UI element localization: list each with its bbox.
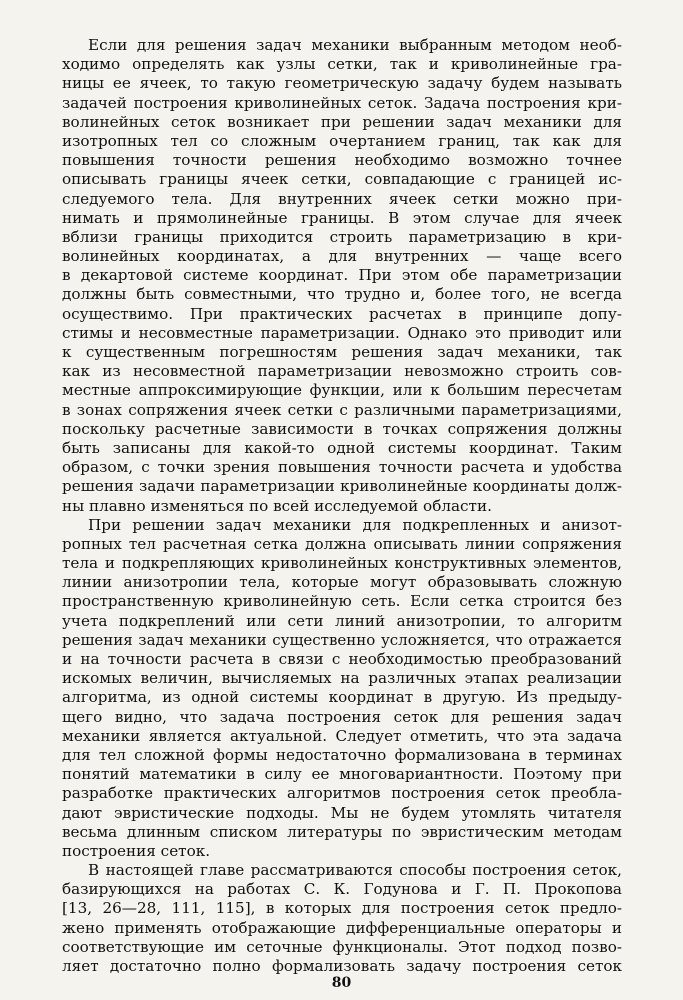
text-line: тела и подкрепляющих криволинейных конструктивных элементов, xyxy=(62,554,622,573)
text-line: ропных тел расчетная сетка должна описывать линии сопряжения xyxy=(62,534,622,553)
text-line: описывать границы ячеек сетки, совпадающие с границей ис- xyxy=(62,170,622,189)
text-line: к существенным погрешностям решения задач механики, так xyxy=(62,343,622,361)
text-line: дают эвристические подходы. Мы не будем утомлять читателя xyxy=(62,803,622,822)
text-line: понятий математики в силу ее многовариантности. Поэтому при xyxy=(62,765,622,784)
text-line: должны быть совместными, что трудно и, более того, не всегда xyxy=(62,285,622,304)
text-line: как из несовместной параметризации невозможно строить сов- xyxy=(62,362,622,381)
text-line: решения задач механики существенно усложняется, что отражается xyxy=(62,630,622,649)
text-line: ны плавно изменяться по всей исследуемой области. xyxy=(62,496,492,515)
text-line: осуществимо. При практических расчетах в принципе допу- xyxy=(62,304,622,323)
text-line: алгоритма, из одной системы координат в другую. Из предыду- xyxy=(62,688,622,707)
text-line: соответствующие им сеточные функционалы. Этот подход позво- xyxy=(62,937,622,956)
text-line: ницы ее ячеек, то такую геометрическую задачу будем называть xyxy=(62,74,622,93)
text-line: решения задачи параметризации криволинейные координаты долж- xyxy=(62,477,622,496)
paragraph-2 xyxy=(62,516,622,861)
text-line: пространственную криволинейную сеть. Если сетка строится без xyxy=(62,592,622,611)
text-line: вблизи границы приходится строить параметризацию в кри- xyxy=(62,227,622,246)
text-line: жено применять отображающие дифференциальные операторы и xyxy=(62,918,622,937)
text-line: следуемого тела. Для внутренних ячеек сетки можно при- xyxy=(62,189,622,208)
text-line: В настоящей главе рассматриваются способы построения сеток, xyxy=(88,861,622,880)
text-line: стимы и несовместные параметризации. Однако это приводит или xyxy=(62,323,622,342)
text-line: базирующихся на работах С. К. Годунова и Г. П. Прокопова xyxy=(62,880,622,899)
text-line: весьма длинным списком литературы по эвристическим методам xyxy=(62,822,622,841)
text-line: При решении задач механики для подкрепленных и анизот- xyxy=(88,515,622,534)
text-line: изотропных тел со сложным очертанием границ, так как для xyxy=(62,131,622,150)
text-line: для тел сложной формы недостаточно формализована в терминах xyxy=(62,745,622,764)
paragraph-3 xyxy=(62,861,622,976)
text-line: в декартовой системе координат. При этом обе параметризации xyxy=(62,266,622,285)
text-line: задачей построения криволинейных сеток. Задача построения кри- xyxy=(62,93,622,112)
text-line: [13, 26—28, 111, 115], в которых для построения сеток предло- xyxy=(62,899,622,918)
text-line: построения сеток. xyxy=(62,841,211,860)
paragraph-1 xyxy=(62,36,622,516)
text-line: разработке практических алгоритмов построения сеток преобла- xyxy=(62,784,622,803)
page-number: 80 xyxy=(331,975,352,991)
text-line: Если для решения задач механики выбранным методом необ- xyxy=(88,36,622,54)
text-line: линии анизотропии тела, которые могут образовывать сложную xyxy=(62,573,622,592)
text-line: быть записаны для какой-то одной системы координат. Таким xyxy=(62,438,622,457)
text-line: ходимо определять как узлы сетки, так и криволинейные гра- xyxy=(62,55,622,74)
text-line: поскольку расчетные зависимости в точках сопряжения должны xyxy=(62,419,622,438)
text-line: ляет достаточно полно формализовать задачу построения сеток xyxy=(62,957,622,975)
text-line: в зонах сопряжения ячеек сетки с различными параметризациями, xyxy=(62,400,622,419)
text-line: местные аппроксимирующие функции, или к большим пересчетам xyxy=(62,381,622,400)
text-line: образом, с точки зрения повышения точности расчета и удобства xyxy=(62,458,622,477)
text-line: механики является актуальной. Следует отметить, что эта задача xyxy=(62,726,622,745)
page-body xyxy=(62,36,622,980)
text-line: искомых величин, вычисляемых на различных этапах реализации xyxy=(62,669,622,688)
text-line: волинейных сеток возникает при решении задач механики для xyxy=(62,112,622,131)
text-line: повышения точности решения необходимо возможно точнее xyxy=(62,151,622,170)
text-line: учета подкреплений или сети линий анизотропии, то алгоритм xyxy=(62,611,622,630)
text-line: щего видно, что задача построения сеток для решения задач xyxy=(62,707,622,726)
text-line: волинейных координатах, а для внутренних — чаще всего xyxy=(62,247,622,266)
text-line: нимать и прямолинейные границы. В этом случае для ячеек xyxy=(62,208,622,227)
text-line: и на точности расчета в связи с необходимостью преобразований xyxy=(62,650,622,668)
